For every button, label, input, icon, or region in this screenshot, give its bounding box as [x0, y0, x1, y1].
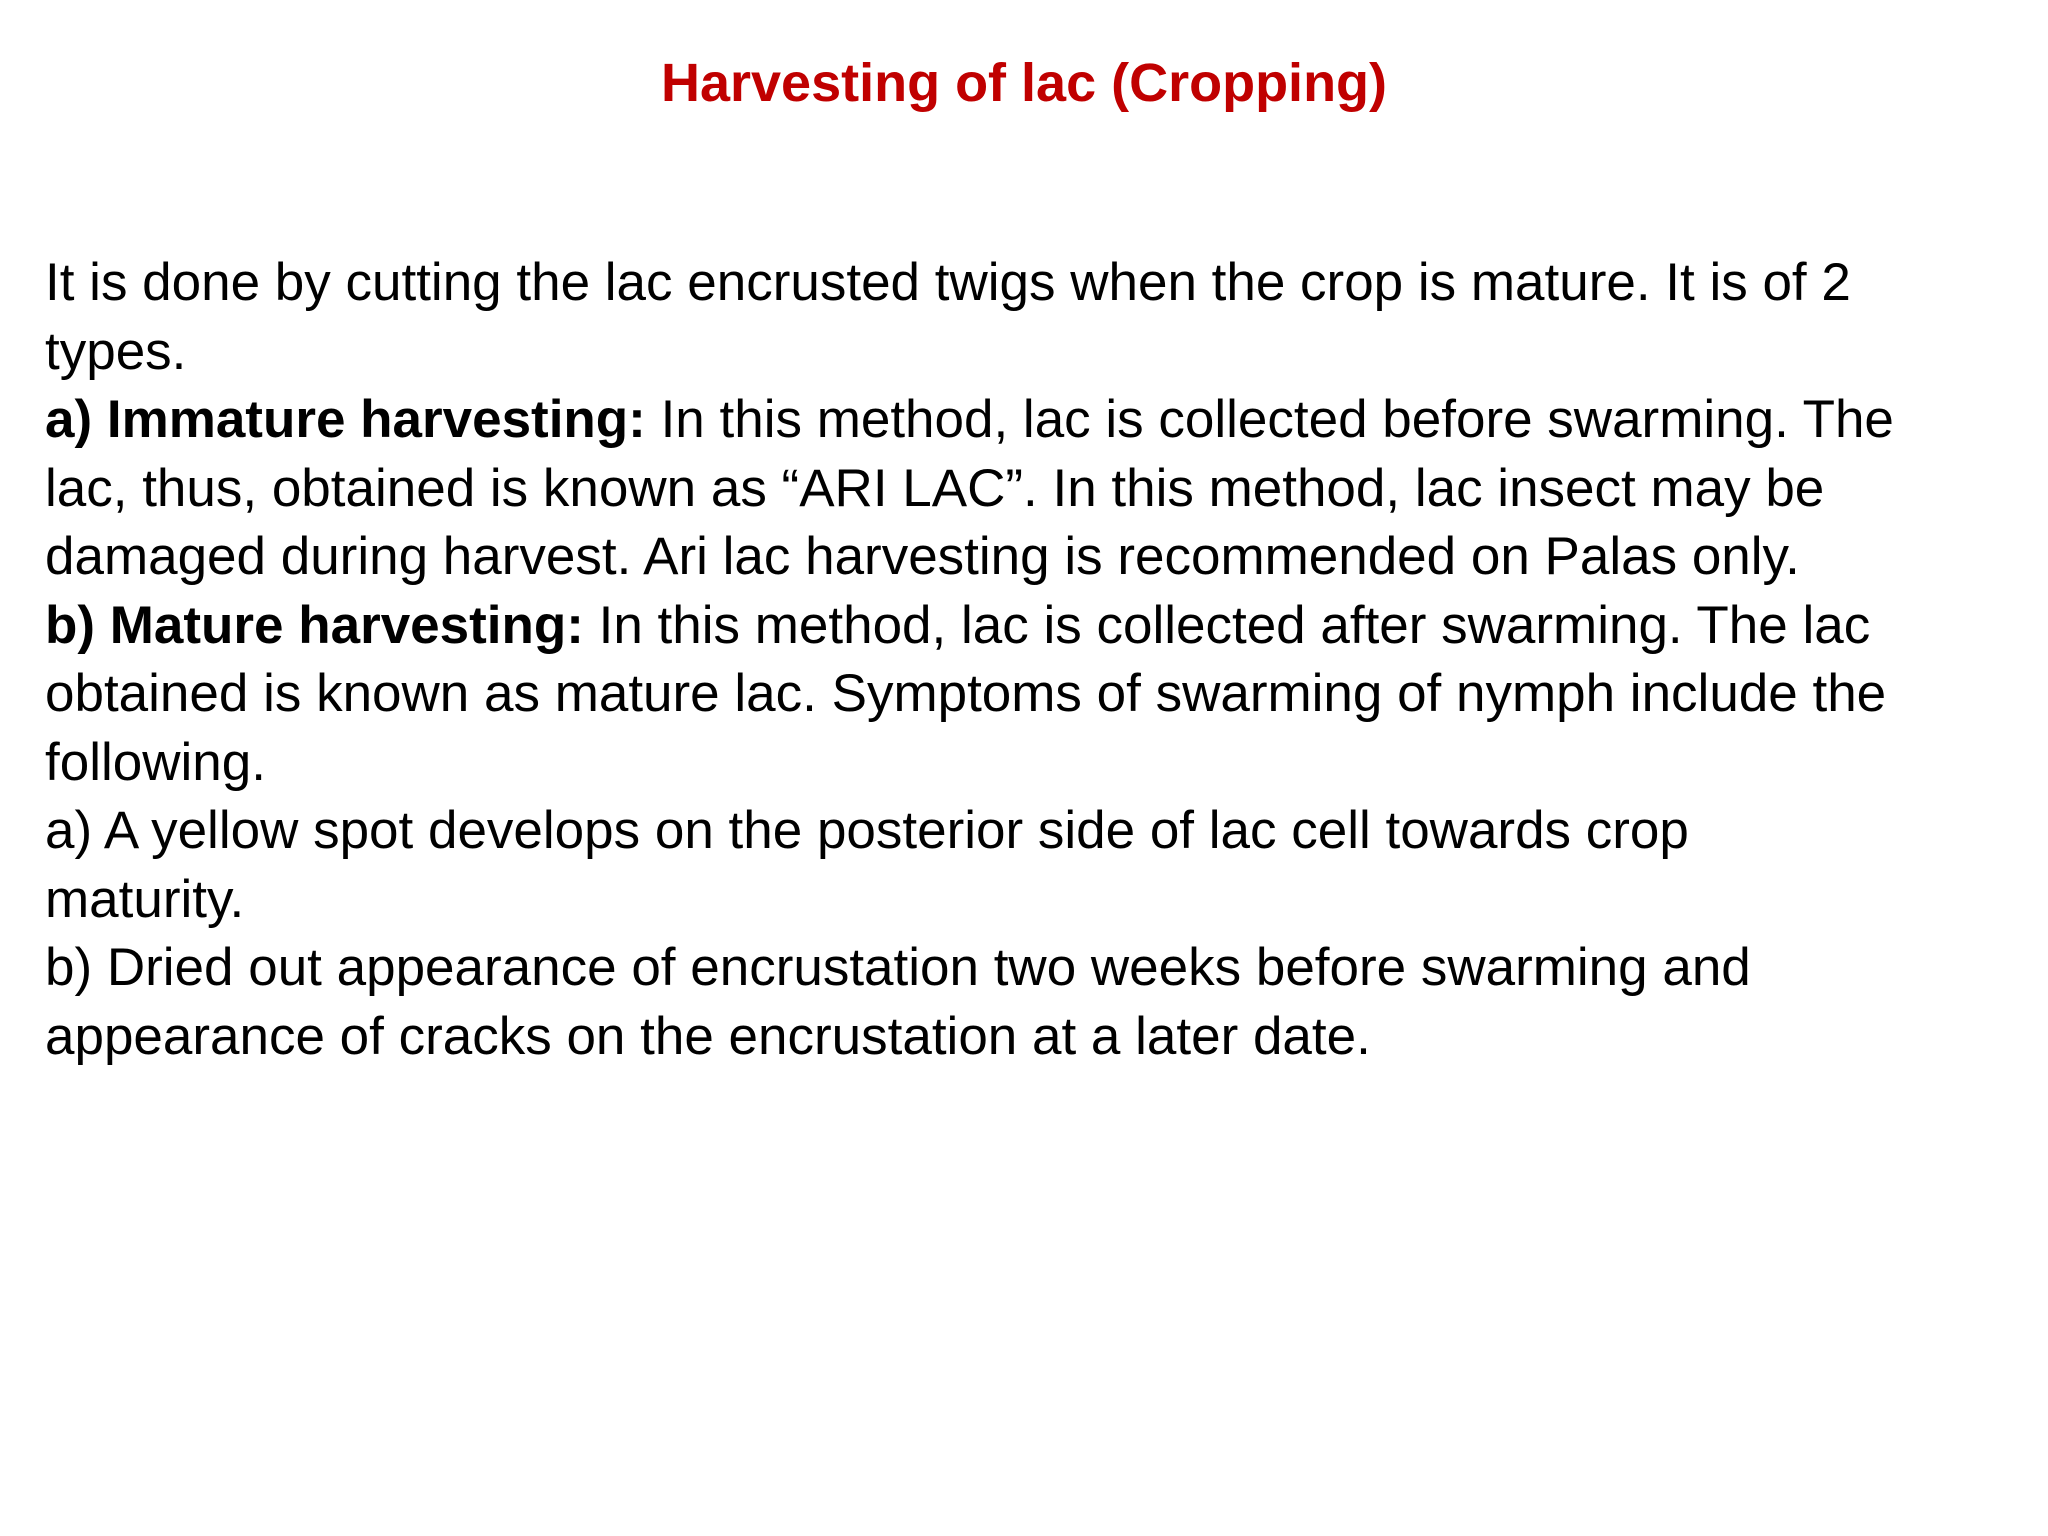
body-line [45, 934, 2040, 1003]
body-line-text: It is done by cutting the lac encrusted twigs when the crop is mature. It is of 2 [45, 253, 1851, 312]
body-line-text: maturity. [45, 869, 245, 929]
body-line [45, 318, 2040, 387]
body-line [45, 660, 2040, 729]
immature-harvesting-heading: a) Immature harvesting: [45, 390, 646, 449]
body-line-text: following. [45, 732, 266, 792]
body-line [45, 523, 2040, 592]
body-line-text: In this method, lac is collected after swarming. The lac [583, 595, 1871, 655]
body-line [45, 592, 2040, 661]
body-line-text: lac, thus, obtained is known as “ARI LAC”. In this method, lac insect may be [45, 458, 1825, 518]
body-line [45, 797, 2040, 866]
slide-title: Harvesting of lac (Cropping) [660, 53, 1388, 113]
body-line-text: b) Dried out appearance of encrustation two weeks before swarming and [45, 938, 1751, 997]
body-line-text: damaged during harvest. Ari lac harvesting is recommended on Palas only. [45, 527, 1800, 586]
slide-body-text [45, 249, 2040, 1071]
mature-harvesting-heading: b) Mature harvesting: [45, 595, 584, 655]
body-line [45, 249, 2040, 318]
body-line [45, 729, 2040, 798]
body-line-text: obtained is known as mature lac. Symptoms of swarming of nymph include the [45, 664, 1887, 723]
body-line [45, 386, 2040, 455]
body-line-text: types. [45, 321, 187, 381]
body-line [45, 455, 2040, 524]
body-line-text: a) A yellow spot develops on the posterior side of lac cell towards crop [45, 801, 1689, 860]
body-line [45, 866, 2040, 935]
body-line-text: appearance of cracks on the encrustation at a later date. [45, 1006, 1371, 1066]
body-line [45, 1003, 2040, 1072]
body-line-text: In this method, lac is collected before swarming. The [645, 390, 1894, 449]
